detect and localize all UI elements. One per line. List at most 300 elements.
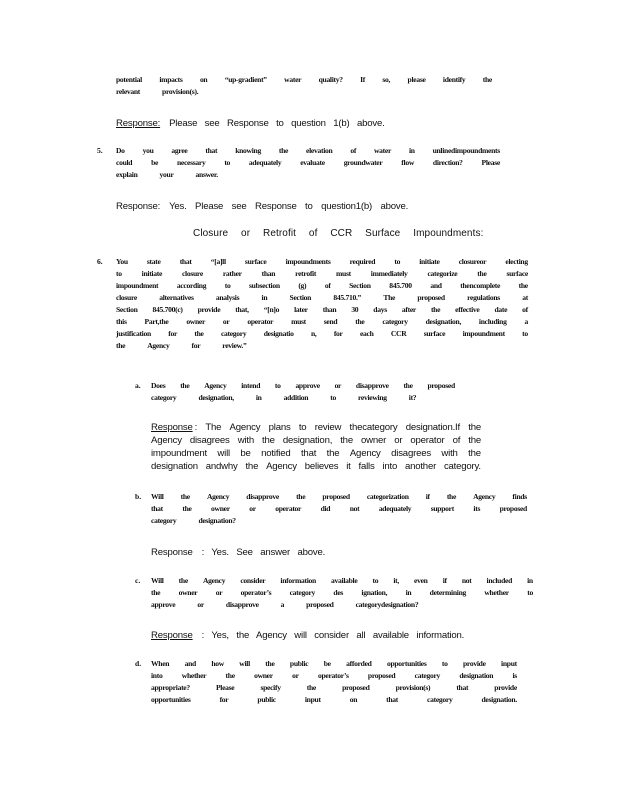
word: owner <box>211 504 230 513</box>
text-line <box>151 392 455 404</box>
question-6a <box>151 380 455 404</box>
response-line <box>151 421 481 434</box>
word: Agency <box>266 461 297 472</box>
word: the <box>355 317 365 326</box>
word: a <box>524 317 528 326</box>
word: determining <box>429 588 467 597</box>
word: the <box>296 492 306 501</box>
word: Will <box>151 492 164 501</box>
word: public <box>289 659 309 668</box>
word: even <box>414 576 428 585</box>
word: could <box>116 158 133 167</box>
word: Do <box>116 146 125 155</box>
response-label: Response: <box>116 118 161 129</box>
word: to <box>224 281 231 290</box>
word: or <box>292 671 299 680</box>
word: or <box>249 504 256 513</box>
word: that <box>179 257 192 266</box>
word: The <box>205 422 222 433</box>
word: will <box>239 659 250 668</box>
word: the <box>262 435 275 446</box>
word: water <box>373 146 392 155</box>
word: on <box>349 695 358 704</box>
word: the <box>265 659 275 668</box>
word: potential <box>116 75 142 84</box>
intro-question <box>116 74 492 98</box>
word: impoundment <box>462 329 505 338</box>
text-line <box>151 587 533 599</box>
word: appropriate? <box>151 683 190 692</box>
word: evaluate <box>300 158 325 167</box>
question-6b <box>151 491 527 527</box>
word: direction? <box>432 158 463 167</box>
word: support <box>430 504 454 513</box>
word: proposed <box>367 671 396 680</box>
word: the <box>178 576 188 585</box>
word: a <box>280 600 285 609</box>
word: required <box>349 257 376 266</box>
word: initiate <box>419 257 440 266</box>
word: water <box>284 75 302 84</box>
word: effective <box>455 305 480 314</box>
word: review.” <box>222 341 247 350</box>
word: disapprove <box>225 600 259 609</box>
word: it <box>346 461 351 472</box>
word: designation <box>151 461 198 472</box>
text-line <box>151 491 527 503</box>
text-line <box>116 292 528 304</box>
word: addition <box>283 393 309 402</box>
word: the <box>340 435 353 446</box>
word: on <box>199 75 208 84</box>
word: categorize <box>427 269 458 278</box>
word: category <box>151 516 177 525</box>
word: des <box>333 588 344 597</box>
word: into <box>151 671 163 680</box>
word: “[n]o <box>263 305 280 314</box>
word: designation, <box>198 393 234 402</box>
word: the <box>151 588 161 597</box>
word: the <box>116 341 126 350</box>
word: flow <box>401 158 415 167</box>
word: explain <box>116 170 138 179</box>
word: 845.710.” <box>333 293 362 302</box>
text-line <box>151 599 533 611</box>
word: n, <box>310 329 317 338</box>
word: reviewing <box>357 393 387 402</box>
word: disagrees <box>391 448 431 459</box>
word: identify <box>442 75 466 84</box>
word: that <box>205 146 218 155</box>
question-6 <box>116 256 528 352</box>
word: CCR <box>390 329 407 338</box>
word: designatio <box>263 329 294 338</box>
text-line <box>151 575 533 587</box>
word: to <box>372 576 379 585</box>
subquestion-label: a. <box>135 381 141 390</box>
word: the <box>306 683 317 692</box>
word: or <box>197 600 204 609</box>
word: intend <box>241 381 261 390</box>
word: unlinedimpoundments <box>432 146 500 155</box>
word: Will <box>151 576 164 585</box>
word: category <box>289 588 316 597</box>
word: thecategory <box>349 422 398 433</box>
word: did <box>320 504 331 513</box>
word: proposed <box>342 683 370 692</box>
word: disagrees <box>189 435 230 446</box>
word: surface <box>244 257 267 266</box>
response-line <box>151 434 481 447</box>
word: the <box>403 381 413 390</box>
word: that <box>456 683 469 692</box>
word: owner <box>254 671 273 680</box>
word: closureor <box>458 257 487 266</box>
word: You <box>116 257 128 266</box>
word: electing <box>505 257 528 266</box>
word: for <box>191 341 201 350</box>
section-heading: Closure or Retrofit of CCR Surface Impoundments: <box>193 228 484 239</box>
text-line <box>116 157 500 169</box>
word: agree <box>171 146 188 155</box>
word: the <box>518 281 528 290</box>
word: whether <box>484 588 509 597</box>
word: alternatives <box>159 293 194 302</box>
word: the <box>225 671 235 680</box>
word: owner <box>178 588 198 597</box>
word: The <box>383 293 396 302</box>
word: immediately <box>370 269 408 278</box>
response-label: Response: <box>116 201 161 212</box>
question-6c-response <box>151 629 473 642</box>
word: not <box>461 576 472 585</box>
word: 845.700 <box>389 281 412 290</box>
word: operator’s <box>240 588 272 597</box>
word: Agency <box>202 576 226 585</box>
word: approve <box>151 600 176 609</box>
word: the <box>245 461 259 472</box>
word: disapprove <box>246 492 279 501</box>
word: specify <box>260 683 281 692</box>
word: provision(s). <box>162 87 199 96</box>
word: operator <box>247 317 274 326</box>
word: must <box>291 317 306 326</box>
response-text: : Yes, the Agency will consider all available information. <box>201 630 465 641</box>
subquestion-label: c. <box>135 576 141 585</box>
word: owner <box>186 317 206 326</box>
word: to <box>298 422 307 433</box>
word: the <box>430 305 441 314</box>
word: retrofit <box>295 269 317 278</box>
word: into <box>382 461 398 472</box>
response-text: Please see Response to question 1(b) above. <box>169 118 385 129</box>
word: and <box>430 281 442 290</box>
word: regulations <box>467 293 500 302</box>
word: to <box>394 257 401 266</box>
word: in <box>405 588 412 597</box>
word: that <box>300 448 317 459</box>
word: impoundments <box>285 257 331 266</box>
word: consider <box>240 576 266 585</box>
word: elevation <box>306 146 333 155</box>
word: designation.If <box>405 422 460 433</box>
word: will <box>217 448 230 459</box>
word: provide <box>494 683 517 692</box>
word: that <box>151 504 163 513</box>
response-text: Yes. Please see Response to question1(b) above. <box>169 201 409 212</box>
text-line <box>116 340 528 352</box>
word: andwhy <box>205 461 238 472</box>
word: review <box>314 422 342 433</box>
word: whether <box>181 671 207 680</box>
word: designation. <box>481 695 517 704</box>
word: plans <box>268 422 291 433</box>
subquestion-label: d. <box>135 659 142 668</box>
word: for <box>219 695 229 704</box>
word: finds <box>512 492 527 501</box>
word: category <box>151 393 177 402</box>
word: ignation, <box>361 588 388 597</box>
word: If <box>360 75 366 84</box>
word: quality? <box>318 75 343 84</box>
word: and <box>184 659 196 668</box>
word: with <box>441 448 458 459</box>
word: the <box>194 329 204 338</box>
word: to <box>116 269 122 278</box>
word: days <box>373 305 387 314</box>
word: it? <box>408 393 417 402</box>
word: in <box>255 393 262 402</box>
text-line <box>116 169 500 181</box>
word: of <box>324 281 331 290</box>
word: thencomplete <box>460 281 501 290</box>
word: than <box>322 305 337 314</box>
word: in <box>527 576 533 585</box>
word: Section <box>289 293 312 302</box>
word: in <box>261 293 268 302</box>
subquestion-label: b. <box>135 492 142 501</box>
word: included <box>486 576 513 585</box>
word: provide <box>463 659 486 668</box>
word: to <box>522 329 528 338</box>
word: impoundment <box>151 448 207 459</box>
word: that <box>386 695 399 704</box>
text-line <box>116 316 528 328</box>
word: in <box>408 146 415 155</box>
word: Agency <box>349 448 381 459</box>
word: : <box>194 422 198 433</box>
word: to <box>527 588 533 597</box>
word: initiate <box>141 269 163 278</box>
word: Please <box>215 683 235 692</box>
word: “[a]ll <box>210 257 226 266</box>
word: be <box>151 158 159 167</box>
word: necessary <box>176 158 206 167</box>
word: closure <box>116 293 137 302</box>
text-line <box>151 658 517 670</box>
word: category <box>414 671 441 680</box>
word: be <box>240 448 251 459</box>
word: the <box>180 381 190 390</box>
response-label: Response <box>151 422 193 433</box>
text-line <box>116 328 528 340</box>
word: categorydesignation? <box>355 600 419 609</box>
word: how <box>211 659 224 668</box>
response-label: Response <box>151 630 193 641</box>
word: so, <box>382 75 391 84</box>
word: designation <box>459 671 494 680</box>
word: Does <box>151 381 166 390</box>
word: or <box>215 588 223 597</box>
text-line <box>116 74 492 86</box>
text-line <box>116 86 492 98</box>
word: including <box>478 317 507 326</box>
word: disapprove <box>355 381 389 390</box>
question-6d <box>151 658 517 706</box>
word: your <box>159 170 174 179</box>
word: according <box>176 281 207 290</box>
word: input <box>304 695 321 704</box>
word: proposed <box>306 600 334 609</box>
word: proposed <box>499 504 527 513</box>
word: (g) <box>298 281 307 290</box>
word: please <box>407 75 426 84</box>
word: 30 <box>351 305 359 314</box>
word: the <box>180 492 190 501</box>
response-label: Response <box>151 547 193 558</box>
text-line <box>116 268 528 280</box>
word: date <box>494 305 508 314</box>
question-6a-response <box>151 421 481 473</box>
word: the <box>468 422 481 433</box>
word: public <box>257 695 276 704</box>
word: Part,the <box>144 317 169 326</box>
word: category <box>427 695 453 704</box>
word: adequately <box>248 158 282 167</box>
text-line <box>151 694 517 706</box>
text-line <box>116 304 528 316</box>
question-number: 6. <box>97 257 103 266</box>
word: proposed <box>427 381 455 390</box>
word: if <box>425 492 430 501</box>
word: notified <box>261 448 291 459</box>
word: another <box>404 461 437 472</box>
word: designation? <box>198 516 236 525</box>
word: opportunities <box>151 695 191 704</box>
word: category <box>220 329 247 338</box>
text-line <box>151 380 455 392</box>
word: Section <box>349 281 371 290</box>
text-line <box>151 670 517 682</box>
response-line <box>151 460 481 473</box>
word: each <box>359 329 374 338</box>
word: surface <box>423 329 446 338</box>
word: proposed <box>322 492 350 501</box>
word: to <box>441 659 448 668</box>
question-5 <box>116 145 500 181</box>
word: designation, <box>282 435 333 446</box>
text-line <box>151 682 517 694</box>
word: impacts <box>159 75 183 84</box>
word: answer. <box>195 170 218 179</box>
text-line <box>116 256 528 268</box>
word: if <box>442 576 447 585</box>
word: operator <box>410 435 445 446</box>
text-line <box>151 515 527 527</box>
word: available <box>331 576 358 585</box>
word: closure <box>181 269 203 278</box>
word: adequately <box>378 504 412 513</box>
intro-response <box>116 117 394 130</box>
word: the <box>468 435 481 446</box>
word: category <box>382 317 408 326</box>
word: afforded <box>346 659 372 668</box>
word: information <box>280 576 316 585</box>
word: groundwater <box>343 158 383 167</box>
word: that, <box>235 305 249 314</box>
word: input <box>501 659 517 668</box>
word: must <box>336 269 351 278</box>
word: relevant <box>116 87 141 96</box>
response-text <box>195 421 481 434</box>
word: its <box>473 504 481 513</box>
word: not <box>349 504 360 513</box>
text-line <box>116 145 500 157</box>
question-5-response <box>116 200 417 213</box>
word: be <box>323 659 331 668</box>
text-line <box>151 503 527 515</box>
word: Agency <box>229 422 261 433</box>
word: you <box>142 146 154 155</box>
word: this <box>116 317 127 326</box>
word: for <box>168 329 178 338</box>
word: owner <box>361 435 387 446</box>
text-line <box>116 280 528 292</box>
word: knowing <box>235 146 261 155</box>
word: Agency <box>147 341 170 350</box>
word: for <box>333 329 343 338</box>
word: falls <box>358 461 375 472</box>
word: Agency <box>204 381 227 390</box>
word: state <box>146 257 161 266</box>
word: Agency <box>473 492 496 501</box>
word: or <box>334 381 342 390</box>
word: of <box>522 305 528 314</box>
word: Agency <box>206 492 230 501</box>
word: later <box>294 305 308 314</box>
word: justification <box>116 329 151 338</box>
word: send <box>323 317 338 326</box>
word: proposed <box>417 293 445 302</box>
word: subsection <box>249 281 280 290</box>
word: the <box>482 75 492 84</box>
word: operator’s <box>318 671 349 680</box>
word: believes <box>304 461 339 472</box>
question-6b-response <box>151 546 334 559</box>
word: rather <box>222 269 242 278</box>
word: opportunities <box>386 659 427 668</box>
word: than <box>261 269 276 278</box>
word: categorization <box>366 492 409 501</box>
word: the <box>446 492 457 501</box>
word: analysis <box>215 293 240 302</box>
word: after <box>401 305 416 314</box>
word: the <box>182 504 192 513</box>
word: the <box>326 448 340 459</box>
word: designation, <box>425 317 462 326</box>
word: category. <box>443 461 481 472</box>
word: the <box>278 146 289 155</box>
